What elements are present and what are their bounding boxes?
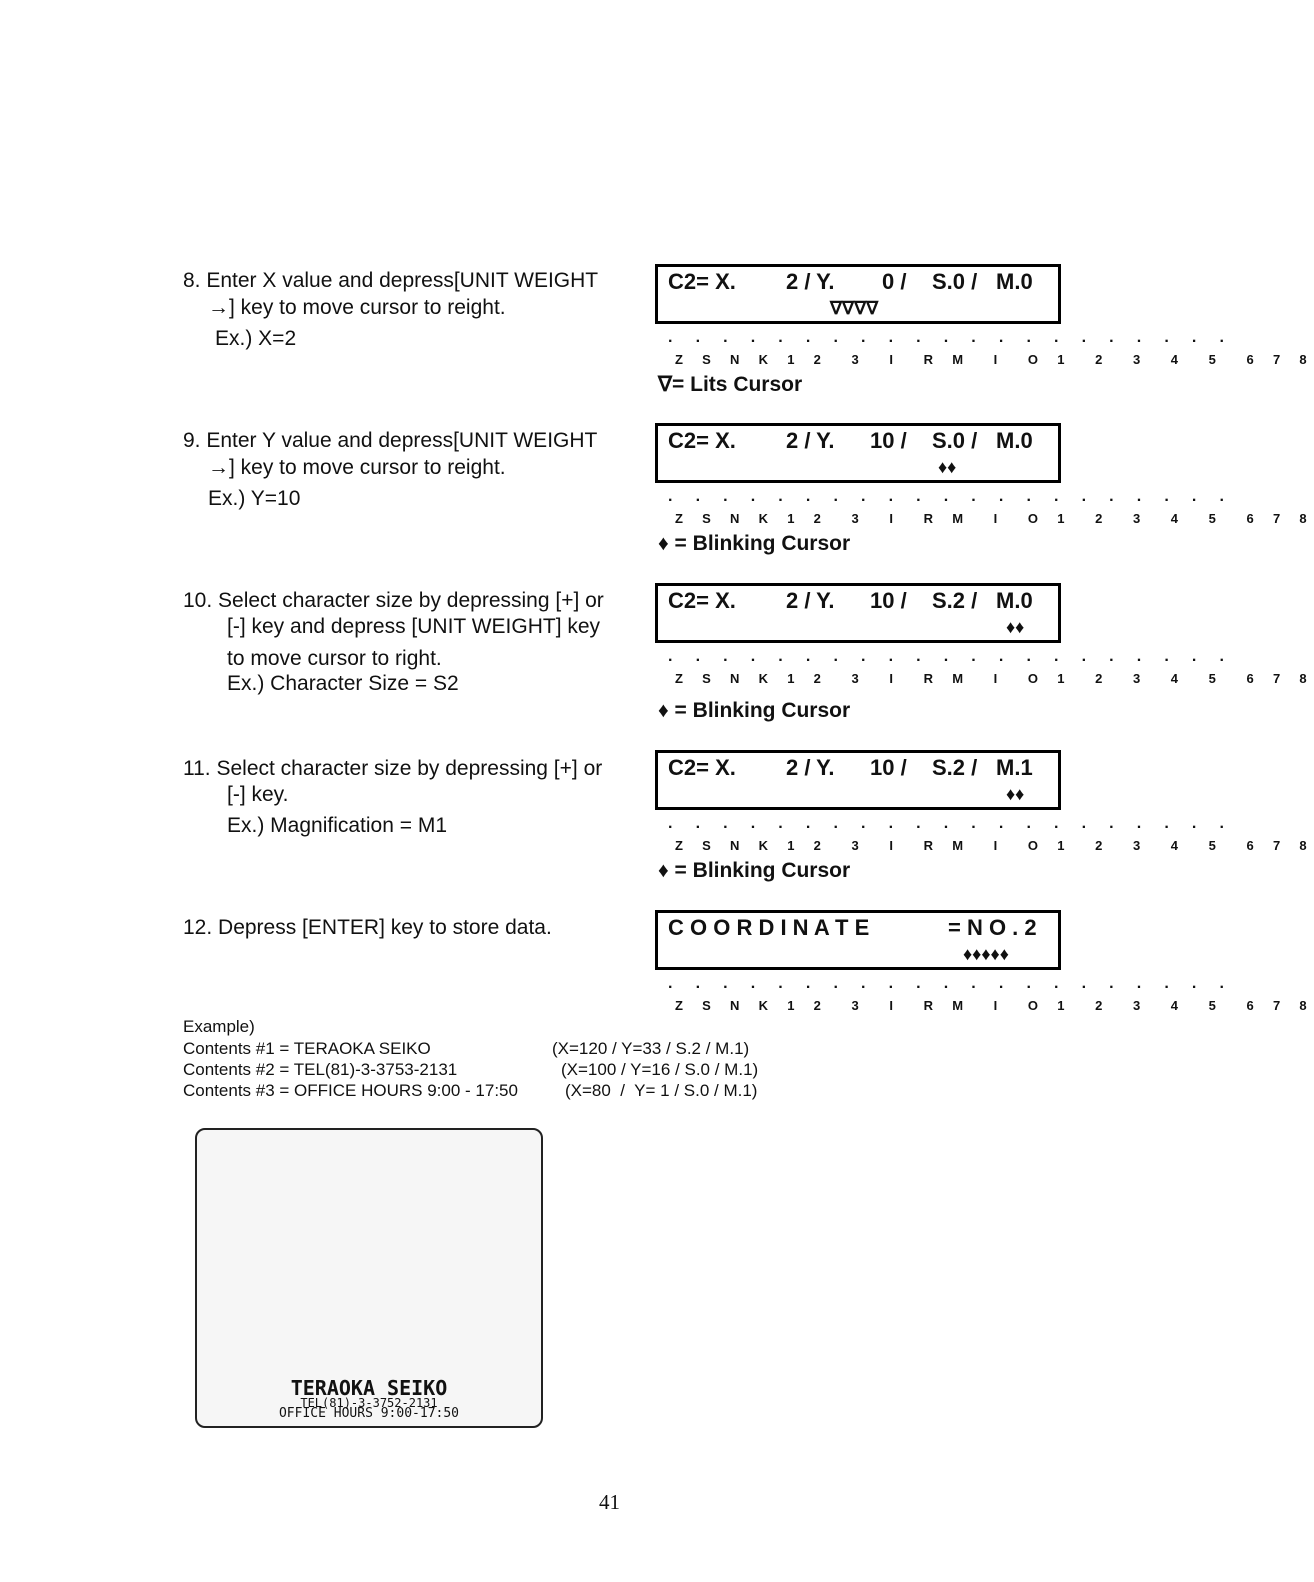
lcd-size-value: S.0 / [932, 428, 978, 453]
step-9-line-2: →] key to move cursor to reight. [208, 456, 506, 479]
lcd-size-value: S.0 / [932, 269, 978, 294]
example-contents-1-label: Contents #1 = TERAOKA SEIKO [183, 1039, 431, 1058]
lcd-x-label: C2= X. [668, 588, 736, 613]
blinking-cursor-icon: ♦♦ [1006, 617, 1025, 637]
lcd-display-5 [655, 910, 1061, 970]
step-8-line-1: 8. Enter X value and depress[UNIT WEIGHT [183, 269, 599, 292]
lcd-mag-value: M.1 [996, 755, 1033, 780]
annunciator-labels: Z S N K 1 2 3 I R M I O 1 2 3 4 5 6 7 8 [675, 671, 1314, 686]
example-contents-2-label: Contents #2 = TEL(81)-3-3753-2131 [183, 1060, 458, 1079]
lcd-x-label: C2= X. [668, 269, 736, 294]
example-contents-2-params: (X=100 / Y=16 / S.0 / M.1) [561, 1060, 759, 1079]
blinking-cursor-legend: ♦ = Blinking Cursor [658, 532, 851, 555]
annunciator-dots: · · · · · · · · · · · · · · · · · · · · · [668, 979, 1234, 996]
blinking-cursor-legend: ♦ = Blinking Cursor [658, 859, 851, 882]
printed-label-line-3: OFFICE HOURS 9:00-17:50 [278, 1406, 459, 1421]
lcd-x-value: 2 / Y. [786, 755, 835, 780]
annunciator-labels: Z S N K 1 2 3 I R M I O 1 2 3 4 5 6 7 8 [675, 838, 1314, 853]
example-contents-3-label: Contents #3 = OFFICE HOURS 9:00 - 17:50 [183, 1081, 518, 1100]
step-10-line-4: Ex.) Character Size = S2 [227, 672, 459, 695]
lcd-display-4 [655, 750, 1061, 810]
annunciator-dots: · · · · · · · · · · · · · · · · · · · · · [668, 819, 1234, 836]
lcd-display-1 [655, 264, 1061, 324]
printed-label-line-2: TEL(81)-3-3752-2131 [300, 1396, 438, 1410]
annunciator-labels: Z S N K 1 2 3 I R M I O 1 2 3 4 5 6 7 8 [675, 352, 1314, 367]
blinking-cursor-legend: ♦ = Blinking Cursor [658, 699, 851, 722]
example-contents-3-params: (X=80 / Y= 1 / S.0 / M.1) [565, 1081, 758, 1100]
lcd-x-label: C2= X. [668, 428, 736, 453]
step-11-line-3: Ex.) Magnification = M1 [227, 814, 448, 837]
lcd-size-value: S.2 / [932, 755, 978, 780]
printed-label [195, 1128, 543, 1428]
lcd-mag-value: M.0 [996, 428, 1033, 453]
lits-cursor-icon: ∇∇∇∇ [830, 298, 879, 318]
page-number: 41 [599, 1490, 620, 1514]
lcd-y-value: 0 / [882, 269, 907, 294]
step-9-line-3: Ex.) Y=10 [208, 487, 301, 510]
step-12-line-1: 12. Depress [ENTER] key to store data. [183, 916, 552, 939]
lcd-display-3 [655, 583, 1061, 643]
lcd-coordinate-label: C O O R D I N A T E [668, 915, 870, 940]
step-10-line-2: [-] key and depress [UNIT WEIGHT] key [227, 615, 601, 638]
annunciator-labels: Z S N K 1 2 3 I R M I O 1 2 3 4 5 6 7 8 [675, 511, 1314, 526]
blinking-cursor-icon: ♦♦ [1006, 784, 1025, 804]
step-11-line-2: [-] key. [227, 783, 289, 806]
step-10-line-1: 10. Select character size by depressing [+] or [183, 589, 604, 612]
printed-label-line-1: TERAOKA SEIKO [290, 1376, 448, 1400]
annunciator-labels: Z S N K 1 2 3 I R M I O 1 2 3 4 5 6 7 8 [675, 998, 1314, 1013]
lcd-coordinate-number: = N O . 2 [948, 915, 1037, 940]
lcd-y-value: 10 / [870, 755, 907, 780]
lcd-x-value: 2 / Y. [786, 269, 835, 294]
lcd-size-value: S.2 / [932, 588, 978, 613]
step-11-line-1: 11. Select character size by depressing [+] or [183, 757, 603, 780]
step-8-line-2: →] key to move cursor to reight. [208, 296, 506, 319]
step-9-line-1: 9. Enter Y value and depress[UNIT WEIGHT [183, 429, 598, 452]
lcd-display-2 [655, 423, 1061, 483]
step-10-line-3: to move cursor to right. [227, 647, 442, 670]
lcd-y-value: 10 / [870, 428, 907, 453]
blinking-cursor-icon: ♦♦♦♦♦ [963, 944, 1009, 964]
lcd-x-value: 2 / Y. [786, 428, 835, 453]
step-8-line-3: Ex.) X=2 [215, 327, 297, 350]
example-heading: Example) [183, 1017, 255, 1036]
blinking-cursor-icon: ♦♦ [938, 457, 957, 477]
example-contents-1-params: (X=120 / Y=33 / S.2 / M.1) [552, 1039, 750, 1058]
annunciator-dots: · · · · · · · · · · · · · · · · · · · · · [668, 333, 1234, 350]
annunciator-dots: · · · · · · · · · · · · · · · · · · · · · [668, 652, 1234, 669]
lcd-x-label: C2= X. [668, 755, 736, 780]
lcd-y-value: 10 / [870, 588, 907, 613]
lits-cursor-legend: ∇= Lits Cursor [658, 373, 803, 396]
annunciator-dots: · · · · · · · · · · · · · · · · · · · · · [668, 492, 1234, 509]
lcd-x-value: 2 / Y. [786, 588, 835, 613]
lcd-mag-value: M.0 [996, 269, 1033, 294]
lcd-mag-value: M.0 [996, 588, 1033, 613]
